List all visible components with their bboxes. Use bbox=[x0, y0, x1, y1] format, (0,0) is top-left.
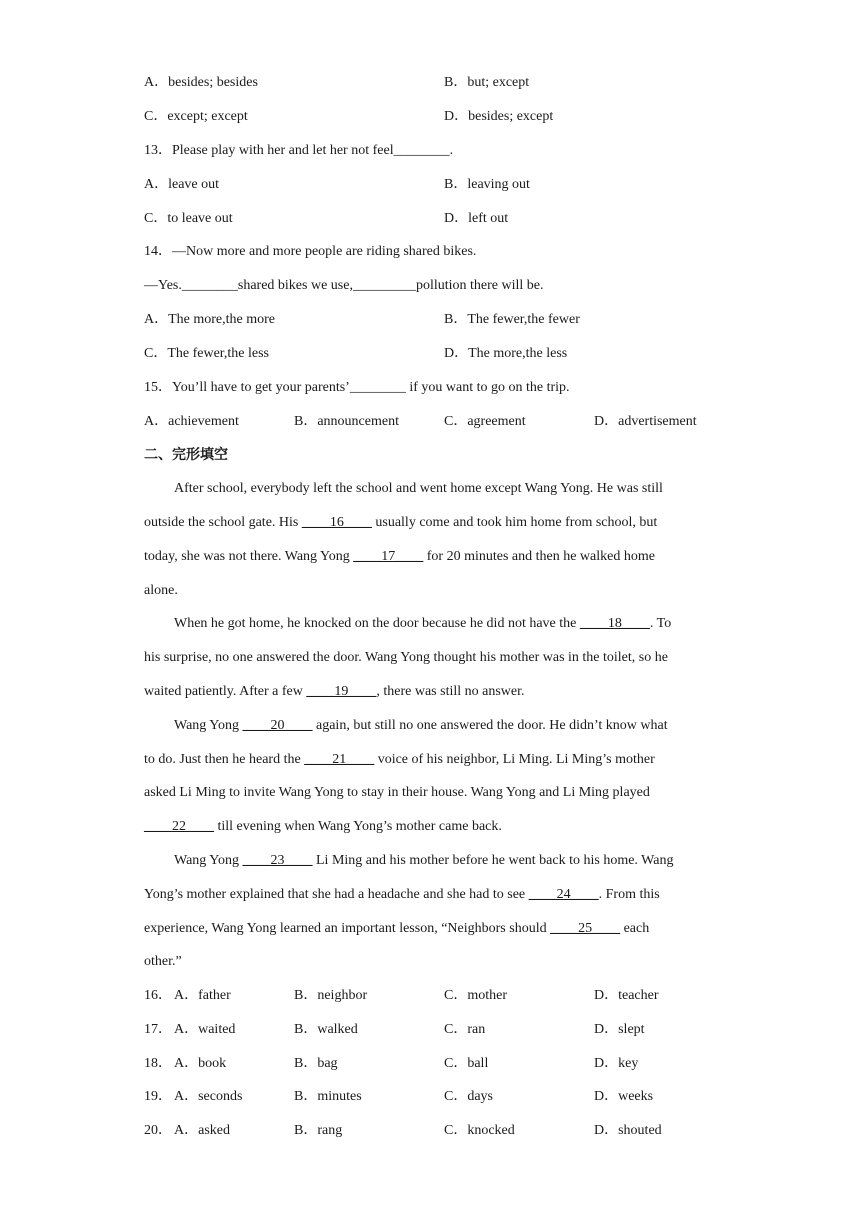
q14-option-b: B．The fewer,the fewer bbox=[444, 312, 580, 327]
passage-text: again, but still no one answered the door. He didn’t know what bbox=[312, 718, 668, 733]
passage-text: outside the school gate. His bbox=[144, 515, 302, 530]
option-a: A．father bbox=[174, 988, 231, 1003]
blank-19: ____19____ bbox=[306, 684, 377, 699]
passage-p3-line3 bbox=[144, 783, 719, 803]
q14-option-d: D．The more,the less bbox=[444, 346, 568, 361]
passage-p1-line2 bbox=[144, 513, 719, 533]
passage-p2-line1 bbox=[174, 614, 749, 634]
passage-p1-line1 bbox=[174, 479, 749, 499]
blank-20: ____20____ bbox=[242, 718, 313, 733]
passage-p3-line4 bbox=[144, 817, 719, 837]
option-b: B．rang bbox=[294, 1123, 343, 1138]
passage-p2-line2 bbox=[144, 648, 719, 668]
passage-p3-line1 bbox=[174, 716, 749, 736]
passage-p4-line3 bbox=[144, 919, 719, 939]
q13-option-a: A．leave out bbox=[144, 177, 220, 192]
passage-text: alone. bbox=[144, 583, 178, 598]
option-a: A．waited bbox=[174, 1022, 236, 1037]
option-b: B．neighbor bbox=[294, 988, 368, 1003]
passage-text: usually come and took him home from school, but bbox=[371, 515, 658, 530]
option-b: B．walked bbox=[294, 1022, 358, 1037]
blank-23: ____23____ bbox=[242, 853, 313, 868]
option-c: C．ran bbox=[444, 1022, 486, 1037]
q15-option-d: D．advertisement bbox=[594, 414, 697, 429]
passage-p4-line4 bbox=[144, 952, 719, 972]
q13-option-d: D．left out bbox=[444, 211, 509, 226]
q14-option-c: C．The fewer,the less bbox=[144, 346, 270, 361]
passage-text: his surprise, no one answered the door. Wang Yong thought his mother was in the toilet, so he bbox=[144, 650, 668, 665]
q15-option-a: A．achievement bbox=[144, 414, 239, 429]
passage-text: . From this bbox=[598, 887, 660, 902]
passage-text: . To bbox=[649, 616, 672, 631]
passage-p4-line2 bbox=[144, 885, 719, 905]
passage-p4-line1 bbox=[174, 851, 749, 871]
option-number: 19． bbox=[144, 1089, 172, 1104]
blank-17: ____17____ bbox=[353, 549, 424, 564]
option-d: D．teacher bbox=[594, 988, 659, 1003]
passage-text: Wang Yong bbox=[174, 718, 243, 733]
passage-text: for 20 minutes and then he walked home bbox=[423, 549, 655, 564]
option-a: A．book bbox=[174, 1056, 227, 1071]
option-number: 17． bbox=[144, 1022, 172, 1037]
q12-option-a: A．besides; besides bbox=[144, 75, 258, 90]
passage-text: Wang Yong bbox=[174, 853, 243, 868]
passage-text: today, she was not there. Wang Yong bbox=[144, 549, 354, 564]
passage-text: After school, everybody left the school and went home except Wang Yong. He was still bbox=[174, 481, 663, 496]
q15-option-c: C．agreement bbox=[444, 414, 526, 429]
option-c: C．ball bbox=[444, 1056, 489, 1071]
passage-text: When he got home, he knocked on the door because he did not have the bbox=[174, 616, 580, 631]
passage-text: Li Ming and his mother before he went back to his home. Wang bbox=[312, 853, 674, 868]
passage-p3-line2 bbox=[144, 750, 719, 770]
passage-text: other.” bbox=[144, 954, 182, 969]
q14-stem-line2: —Yes.________shared bikes we use,_________pollution there will be. bbox=[144, 278, 544, 293]
passage-text: voice of his neighbor, Li Ming. Li Ming’s mother bbox=[374, 752, 655, 767]
q12-option-c: C．except; except bbox=[144, 109, 248, 124]
q14-stem-line1: 14．—Now more and more people are riding shared bikes. bbox=[144, 244, 477, 259]
q13-option-b: B．leaving out bbox=[444, 177, 530, 192]
blank-24: ____24____ bbox=[528, 887, 599, 902]
q15-option-b: B．announcement bbox=[294, 414, 399, 429]
blank-25: ____25____ bbox=[550, 921, 621, 936]
option-a: A．seconds bbox=[174, 1089, 243, 1104]
option-c: C．days bbox=[444, 1089, 493, 1104]
option-number: 20． bbox=[144, 1123, 172, 1138]
option-c: C．knocked bbox=[444, 1123, 515, 1138]
option-c: C．mother bbox=[444, 988, 507, 1003]
q14-option-a: A．The more,the more bbox=[144, 312, 276, 327]
passage-p2-line3 bbox=[144, 682, 719, 702]
passage-text: Yong’s mother explained that she had a headache and she had to see bbox=[144, 887, 529, 902]
passage-p1-line4 bbox=[144, 581, 719, 601]
option-d: D．slept bbox=[594, 1022, 645, 1037]
passage-text: waited patiently. After a few bbox=[144, 684, 307, 699]
passage-text: experience, Wang Yong learned an important lesson, “Neighbors should bbox=[144, 921, 551, 936]
blank-18: ____18____ bbox=[579, 616, 650, 631]
option-a: A．asked bbox=[174, 1123, 230, 1138]
option-d: D．shouted bbox=[594, 1123, 662, 1138]
passage-text: till evening when Wang Yong’s mother came back. bbox=[214, 819, 502, 834]
q12-option-b: B．but; except bbox=[444, 75, 530, 90]
q13-stem: 13．Please play with her and let her not feel________. bbox=[144, 143, 454, 158]
blank-16: ____16____ bbox=[301, 515, 372, 530]
option-b: B．minutes bbox=[294, 1089, 362, 1104]
section-heading: 二、完形填空 bbox=[144, 447, 228, 463]
q12-option-d: D．besides; except bbox=[444, 109, 554, 124]
passage-p1-line3 bbox=[144, 547, 719, 567]
option-number: 18． bbox=[144, 1056, 172, 1071]
q15-stem: 15．You’ll have to get your parents’________ if you want to go on the trip. bbox=[144, 380, 570, 395]
option-b: B．bag bbox=[294, 1056, 338, 1071]
passage-text: each bbox=[620, 921, 650, 936]
option-d: D．weeks bbox=[594, 1089, 654, 1104]
blank-22: ____22____ bbox=[144, 819, 214, 834]
passage-text: to do. Just then he heard the bbox=[144, 752, 305, 767]
option-number: 16． bbox=[144, 988, 172, 1003]
passage-text: asked Li Ming to invite Wang Yong to stay in their house. Wang Yong and Li Ming played bbox=[144, 785, 650, 800]
passage-text: , there was still no answer. bbox=[376, 684, 525, 699]
q13-option-c: C．to leave out bbox=[144, 211, 233, 226]
option-d: D．key bbox=[594, 1056, 639, 1071]
blank-21: ____21____ bbox=[304, 752, 375, 767]
